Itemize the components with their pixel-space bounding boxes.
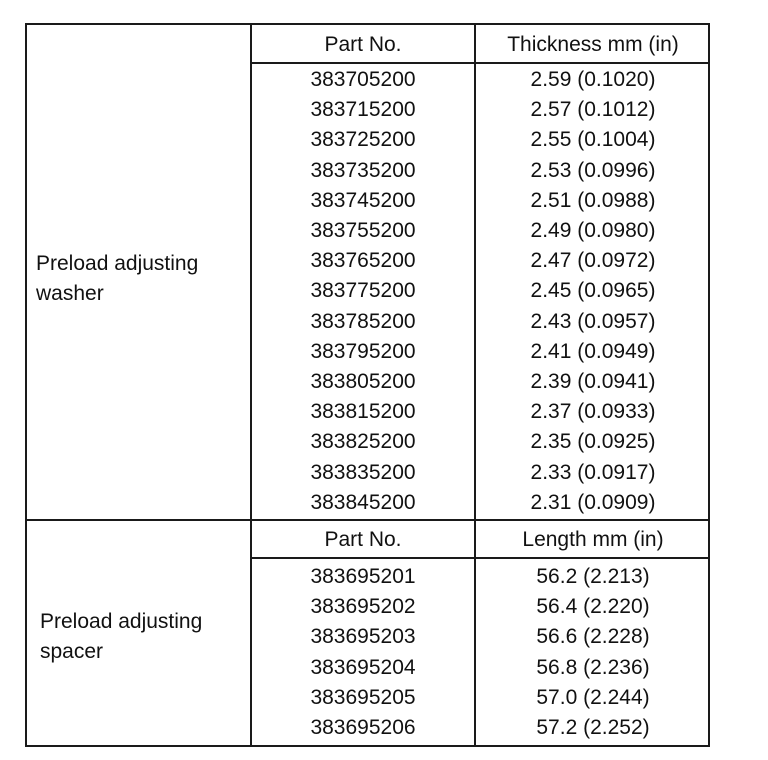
washer-value-cell: 2.51 (0.0988) — [530, 188, 656, 212]
washer-value-cell: 2.31 (0.0909) — [530, 490, 656, 514]
washer-value-cell: 2.57 (0.1012) — [530, 98, 656, 122]
washer-part-no-cell: 383735200 — [310, 158, 416, 182]
section-divider — [25, 519, 710, 521]
washer-label — [36, 249, 198, 309]
washer-value-cell: 2.33 (0.0917) — [530, 460, 656, 484]
spacer-value-cell: 56.2 (2.213) — [536, 565, 650, 588]
washer-part-no-cell: 383755200 — [310, 219, 416, 242]
spacer-value-cell: 56.8 (2.236) — [536, 655, 650, 679]
spacer-label-line2: spacer — [40, 640, 104, 663]
washer-value-cell: 2.47 (0.0972) — [530, 249, 656, 273]
spacer-part-no-cell: 383695206 — [310, 716, 416, 739]
spacer-part-no-cell: 383695202 — [310, 595, 416, 619]
spacer-label-line1: Preload adjusting — [40, 610, 203, 633]
spacer-header-rule — [250, 557, 710, 559]
washer-value-cell: 2.53 (0.0996) — [530, 158, 656, 182]
washer-part-no-cell: 383785200 — [310, 309, 416, 333]
washer-part-no-cell: 383745200 — [310, 188, 416, 212]
spacer-value-cell: 57.0 (2.244) — [536, 685, 650, 709]
spacer-header-part-no: Part No. — [324, 528, 402, 551]
washer-part-no-cell: 383765200 — [310, 249, 416, 273]
washer-header-thickness: Thickness mm (in) — [507, 33, 679, 56]
washer-part-no-cell: 383805200 — [310, 370, 416, 393]
washer-value-cell: 2.41 (0.0949) — [530, 339, 656, 363]
spacer-part-no-cell: 383695205 — [310, 685, 416, 709]
washer-value-cell: 2.35 (0.0925) — [530, 430, 656, 454]
spacer-value-cell: 56.4 (2.220) — [536, 595, 650, 619]
washer-part-no-cell: 383815200 — [310, 400, 416, 424]
washer-label-line2: washer — [36, 282, 104, 305]
washer-part-no-cell: 383825200 — [310, 430, 416, 454]
washer-value-cell: 2.55 (0.1004) — [530, 128, 656, 152]
washer-part-no-cell: 383725200 — [310, 128, 416, 152]
washer-header-part-no: Part No. — [324, 33, 402, 56]
washer-part-no-cell: 383845200 — [310, 490, 416, 514]
washer-header-rule — [250, 62, 710, 64]
washer-value-cell: 2.59 (0.1020) — [530, 68, 656, 91]
spacer-header-length: Length mm (in) — [522, 528, 664, 551]
spacer-value-cell: 57.2 (2.252) — [536, 716, 650, 739]
spacer-label — [40, 607, 202, 667]
washer-value-cell: 2.49 (0.0980) — [530, 219, 656, 242]
washer-value-cell: 2.37 (0.0933) — [530, 400, 656, 424]
washer-part-no-cell: 383835200 — [310, 460, 416, 484]
spacer-value-cell: 56.6 (2.228) — [536, 625, 650, 649]
washer-value-cell: 2.43 (0.0957) — [530, 309, 656, 333]
washer-part-no-cell: 383775200 — [310, 279, 416, 303]
spacer-part-no-cell: 383695201 — [310, 565, 416, 588]
washer-part-no-cell: 383705200 — [310, 68, 416, 91]
washer-part-no-cell: 383795200 — [310, 339, 416, 363]
washer-value-cell: 2.45 (0.0965) — [530, 279, 656, 303]
washer-value-cell: 2.39 (0.0941) — [530, 370, 656, 393]
washer-label-line1: Preload adjusting — [36, 252, 199, 275]
spacer-part-no-cell: 383695203 — [310, 625, 416, 649]
spacer-part-no-cell: 383695204 — [310, 655, 416, 679]
washer-part-no-cell: 383715200 — [310, 98, 416, 122]
